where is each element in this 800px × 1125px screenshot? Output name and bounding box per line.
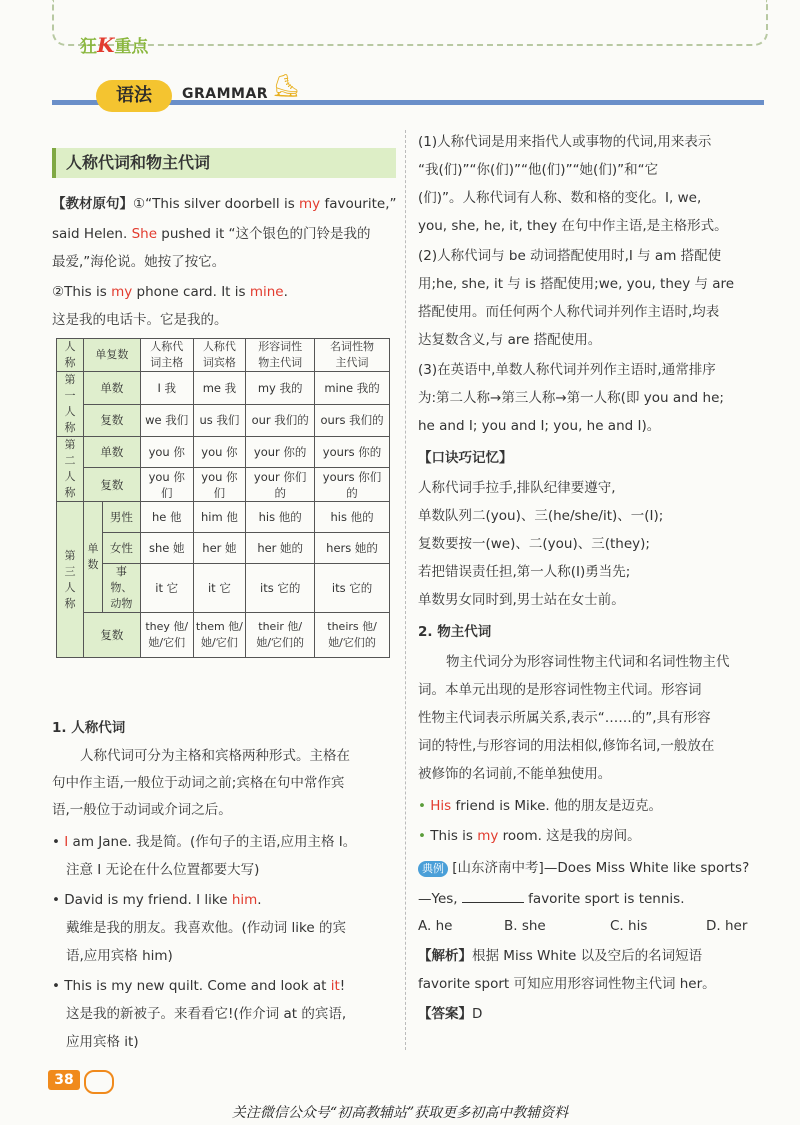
page-number: 38 bbox=[48, 1070, 80, 1090]
table-cell: hers 她的 bbox=[315, 533, 390, 564]
th-adj-poss: 形容词性 物主代词 bbox=[246, 339, 315, 372]
table-cell: her 她 bbox=[193, 533, 246, 564]
answer-line: 【答案】D bbox=[418, 1006, 483, 1022]
table-cell: their 他/ 她/它们的 bbox=[246, 613, 315, 658]
footer-note: 关注微信公众号“初高教辅站”获取更多初高中教辅资料 bbox=[231, 1105, 569, 1121]
mnemonic-line: 单数队列二(you)、三(he/she/it)、一(I); bbox=[418, 508, 664, 524]
table-cell: you 你 bbox=[140, 437, 193, 468]
para-line: 物主代词分为形容词性物主代词和名词性物主代 bbox=[446, 654, 730, 670]
table-cell: 复数 bbox=[83, 404, 140, 437]
option-c: C. his bbox=[610, 918, 648, 934]
table-cell: we 我们 bbox=[140, 404, 193, 437]
analysis-line-1: 【解析】根据 Miss White 以及空后的名词短语 bbox=[418, 948, 703, 964]
para-line: 性物主代词表示所属关系,表示“……的”,具有形容 bbox=[418, 710, 711, 726]
para-line: (2)人称代词与 be 动词搭配使用时,I 与 am 搭配使 bbox=[418, 248, 722, 264]
para-line: 被修饰的名词前,不能单独使用。 bbox=[418, 766, 612, 782]
para-line: you, she, he, it, they 在句中作主语,是主格形式。 bbox=[418, 218, 728, 234]
table-cell: you 你 bbox=[193, 437, 246, 468]
table-cell: your 你的 bbox=[246, 437, 315, 468]
analysis-line-2: favorite sport 可知应用形容词性物主代词 her。 bbox=[418, 976, 716, 992]
source-line-1: 【教材原句】①“This silver doorbell is my favourite,” bbox=[52, 196, 397, 212]
table-cell: ours 我们的 bbox=[315, 404, 390, 437]
para-line: 达复数含义,与 are 搭配使用。 bbox=[418, 332, 602, 348]
example-badge: 典例 bbox=[418, 861, 448, 877]
column-divider bbox=[405, 130, 406, 1050]
mnemonic-line: 人称代词手拉手,排队纪律要遵守, bbox=[418, 480, 616, 496]
table-cell: I 我 bbox=[140, 372, 193, 405]
table-cell: yours 你们的 bbox=[315, 468, 390, 502]
row-first-person: 第一 人称 bbox=[57, 372, 84, 437]
table-cell: its 它的 bbox=[246, 564, 315, 613]
table-cell: me 我 bbox=[193, 372, 246, 405]
table-cell: 复数 bbox=[83, 613, 140, 658]
heading-possessive: 2. 物主代词 bbox=[418, 624, 492, 640]
table-cell: them 他/ 她/它们 bbox=[193, 613, 246, 658]
table-cell: your 你们的 bbox=[246, 468, 315, 502]
table-cell: his 他的 bbox=[246, 502, 315, 533]
table-cell: you 你们 bbox=[193, 468, 246, 502]
brand-logo: 狂K重点 bbox=[80, 33, 149, 57]
example-2: • David is my friend. I like him. bbox=[52, 892, 262, 908]
para-line: 语,一般位于动词或介词之后。 bbox=[52, 802, 232, 818]
table-cell: 男性 bbox=[102, 502, 140, 533]
table-cell: 单数 bbox=[83, 372, 140, 405]
para-line: 人称代词可分为主格和宾格两种形式。主格在 bbox=[80, 748, 350, 764]
exam-answer-line: —Yes, favorite sport is tennis. bbox=[418, 888, 685, 909]
table-cell: 复数 bbox=[83, 468, 140, 502]
para-line: 句中作主语,一般位于动词之前;宾格在句中常作宾 bbox=[52, 775, 345, 791]
page-ornament bbox=[84, 1070, 114, 1094]
table-cell: 单 数 bbox=[83, 502, 102, 613]
table-cell: theirs 他/ 她/它们的 bbox=[315, 613, 390, 658]
mnemonic-title: 【口诀巧记忆】 bbox=[418, 450, 513, 466]
th-noun-poss: 名词性物 主代词 bbox=[315, 339, 390, 372]
table-cell: my 我的 bbox=[246, 372, 315, 405]
table-cell: 单数 bbox=[83, 437, 140, 468]
option-a: A. he bbox=[418, 918, 453, 934]
para-line: 搭配使用。而任何两个人称代词并列作主语时,均表 bbox=[418, 304, 720, 320]
example-3-note: 应用宾格 it) bbox=[66, 1034, 139, 1050]
table-cell: they 他/ 她/它们 bbox=[140, 613, 193, 658]
example-2-note: 语,应用宾格 him) bbox=[66, 948, 173, 964]
th-subject: 人称代 词主格 bbox=[140, 339, 193, 372]
table-cell: yours 你的 bbox=[315, 437, 390, 468]
th-object: 人称代 词宾格 bbox=[193, 339, 246, 372]
table-cell: it 它 bbox=[140, 564, 193, 613]
table-cell: its 它的 bbox=[315, 564, 390, 613]
source-line-5: 这是我的电话卡。它是我的。 bbox=[52, 312, 228, 328]
para-line: (3)在英语中,单数人称代词并列作主语时,通常排序 bbox=[418, 362, 716, 378]
table-cell: his 他的 bbox=[315, 502, 390, 533]
heading-personal-pronoun: 1. 人称代词 bbox=[52, 720, 126, 736]
table-cell: him 他 bbox=[193, 502, 246, 533]
section-label-en: GRAMMAR bbox=[182, 86, 269, 102]
pronoun-table bbox=[56, 338, 390, 658]
row-third-person: 第三 人称 bbox=[57, 502, 84, 658]
table-cell: you 你们 bbox=[140, 468, 193, 502]
example-3: • This is my new quilt. Come and look at it! bbox=[52, 978, 346, 994]
topic-title: 人称代词和物主代词 bbox=[52, 148, 396, 178]
table-cell: mine 我的 bbox=[315, 372, 390, 405]
table-cell: it 它 bbox=[193, 564, 246, 613]
table-cell: she 她 bbox=[140, 533, 193, 564]
para-line: (们)”。人称代词有人称、数和格的变化。I, we, bbox=[418, 190, 702, 206]
para-line: 词。本单元出现的是形容词性物主代词。形容词 bbox=[418, 682, 702, 698]
para-line: 用;he, she, it 与 is 搭配使用;we, you, they 与 are bbox=[418, 276, 735, 292]
para-line: he and I; you and I; you, he and I)。 bbox=[418, 418, 661, 434]
para-line: 词的特性,与形容词的用法相似,修饰名词,一般放在 bbox=[418, 738, 715, 754]
table-cell: he 他 bbox=[140, 502, 193, 533]
section-badge: 语法 bbox=[96, 80, 172, 112]
mnemonic-line: 若把错误责任担,第一人称(I)勇当先; bbox=[418, 564, 631, 580]
para-line: “我(们)”“你(们)”“他(们)”“她(们)”和“它 bbox=[418, 162, 659, 178]
table-cell: 事物、 动物 bbox=[102, 564, 140, 613]
table-cell: us 我们 bbox=[193, 404, 246, 437]
possessive-example-1: • His friend is Mike. 他的朋友是迈克。 bbox=[418, 798, 662, 814]
possessive-example-2: • This is my room. 这是我的房间。 bbox=[418, 828, 641, 844]
mnemonic-line: 单数男女同时到,男士站在女士前。 bbox=[418, 592, 625, 608]
th-person: 人称 bbox=[57, 339, 84, 372]
table-cell: her 她的 bbox=[246, 533, 315, 564]
example-1-note: 注意 I 无论在什么位置都要大写) bbox=[66, 862, 260, 878]
th-number: 单复数 bbox=[83, 339, 140, 372]
skater-icon: ⛸ bbox=[272, 74, 300, 99]
para-line: 为:第二人称→第三人称→第一人称(即 you and he; bbox=[418, 390, 724, 406]
source-line-2: said Helen. She pushed it “这个银色的门铃是我的 bbox=[52, 226, 371, 242]
example-2-note: 戴维是我的朋友。我喜欢他。(作动词 like 的宾 bbox=[66, 920, 346, 936]
source-line-3: 最爱,”海伦说。她按了按它。 bbox=[52, 254, 226, 270]
para-line: (1)人称代词是用来指代人或事物的代词,用来表示 bbox=[418, 134, 712, 150]
header-frame bbox=[52, 0, 768, 46]
option-d: D. her bbox=[706, 918, 748, 934]
row-second-person: 第二 人称 bbox=[57, 437, 84, 502]
option-b: B. she bbox=[504, 918, 546, 934]
answer-blank bbox=[462, 888, 524, 903]
exam-question: 典例 [山东济南中考]—Does Miss White like sports? bbox=[418, 858, 749, 878]
source-line-4: ②This is my phone card. It is mine. bbox=[52, 284, 288, 300]
example-3-note: 这是我的新被子。来看看它!(作介词 at 的宾语, bbox=[66, 1006, 347, 1022]
example-1: • I am Jane. 我是简。(作句子的主语,应用主格 I。 bbox=[52, 834, 357, 850]
table-cell: 女性 bbox=[102, 533, 140, 564]
mnemonic-line: 复数要按一(we)、二(you)、三(they); bbox=[418, 536, 650, 552]
table-cell: our 我们的 bbox=[246, 404, 315, 437]
